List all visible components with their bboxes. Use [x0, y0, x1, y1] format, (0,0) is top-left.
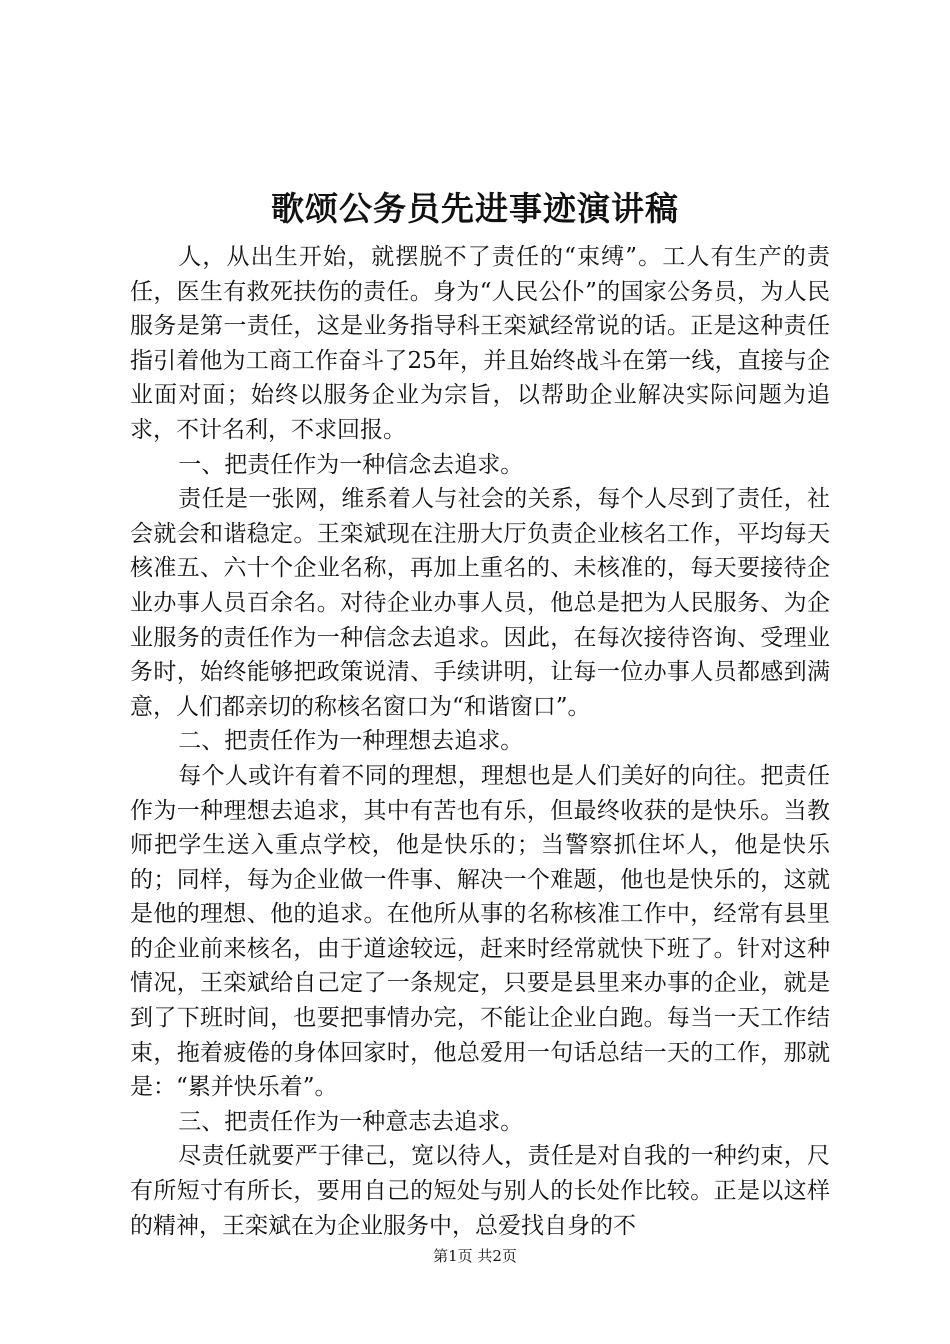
- paragraph-section-3: 尽责任就要严于律己，宽以待人，责任是对自我的一种约束，尺有所短寸有所长，要用自己的短处与别人的长处作比较。正是以这样的精神，王栾斌在为企业服务中，总爱找自身的不: [130, 1143, 830, 1239]
- paragraph-section-1: 责任是一张网，维系着人与社会的关系，每个人尽到了责任，社会就会和谐稳定。王栾斌现在注册大厅负责企业核名工作，平均每天核准五、六十个企业名称，再加上重名的、未核准的，每天要接待企业办事人员百余名。对待企业办事人员，他总是把为人民服务、为企业服务的责任作为一种信念去追求。因此，在每次接待咨询、受理业务时，始终能够把政策说清、手续讲明，让每一位办事人员都感到满意，人们都亲切的称核名窗口为“和谐窗口”。: [130, 486, 830, 720]
- document-body: [130, 240, 830, 1243]
- paragraph-intro: 人，从出生开始，就摆脱不了责任的“束缚”。工人有生产的责任，医生有救死扶伤的责任。身为“人民公仆”的国家公务员，为人民服务是第一责任，这是业务指导科王栾斌经常说的话。正是这种责任指引着他为工商工作奋斗了25年，并且始终战斗在第一线，直接与企业面对面；始终以服务企业为宗旨，以帮助企业解决实际问题为追求，不计名利，不求回报。: [130, 244, 830, 443]
- document-title: 歌颂公务员先进事迹演讲稿: [271, 189, 679, 228]
- page-number-footer: 第1页 共2页: [433, 1247, 517, 1265]
- section-heading-3: 三、把责任作为一种意志去追求。: [178, 1108, 524, 1135]
- paragraph-section-2: 每个人或许有着不同的理想，理想也是人们美好的向往。把责任作为一种理想去追求，其中有苦也有乐，但最终收获的是快乐。当教师把学生送入重点学校，他是快乐的；当警察抓住坏人，他是快乐的；同样，每为企业做一件事、解决一个难题，他也是快乐的，这就是他的理想、他的追求。在他所从事的名称核准工作中，经常有县里的企业前来核名，由于道途较远，赶来时经常就快下班了。针对这种情况，王栾斌给自己定了一条规定，只要是县里来办事的企业，就是到了下班时间，也要把事情办完，不能让企业白跑。每当一天工作结束，拖着疲倦的身体回家时，他总爱用一句话总结一天的工作，那就是：“累并快乐着”。: [130, 762, 830, 1101]
- section-heading-1: 一、把责任作为一种信念去追求。: [178, 451, 524, 478]
- section-heading-2: 二、把责任作为一种理想去追求。: [178, 728, 524, 755]
